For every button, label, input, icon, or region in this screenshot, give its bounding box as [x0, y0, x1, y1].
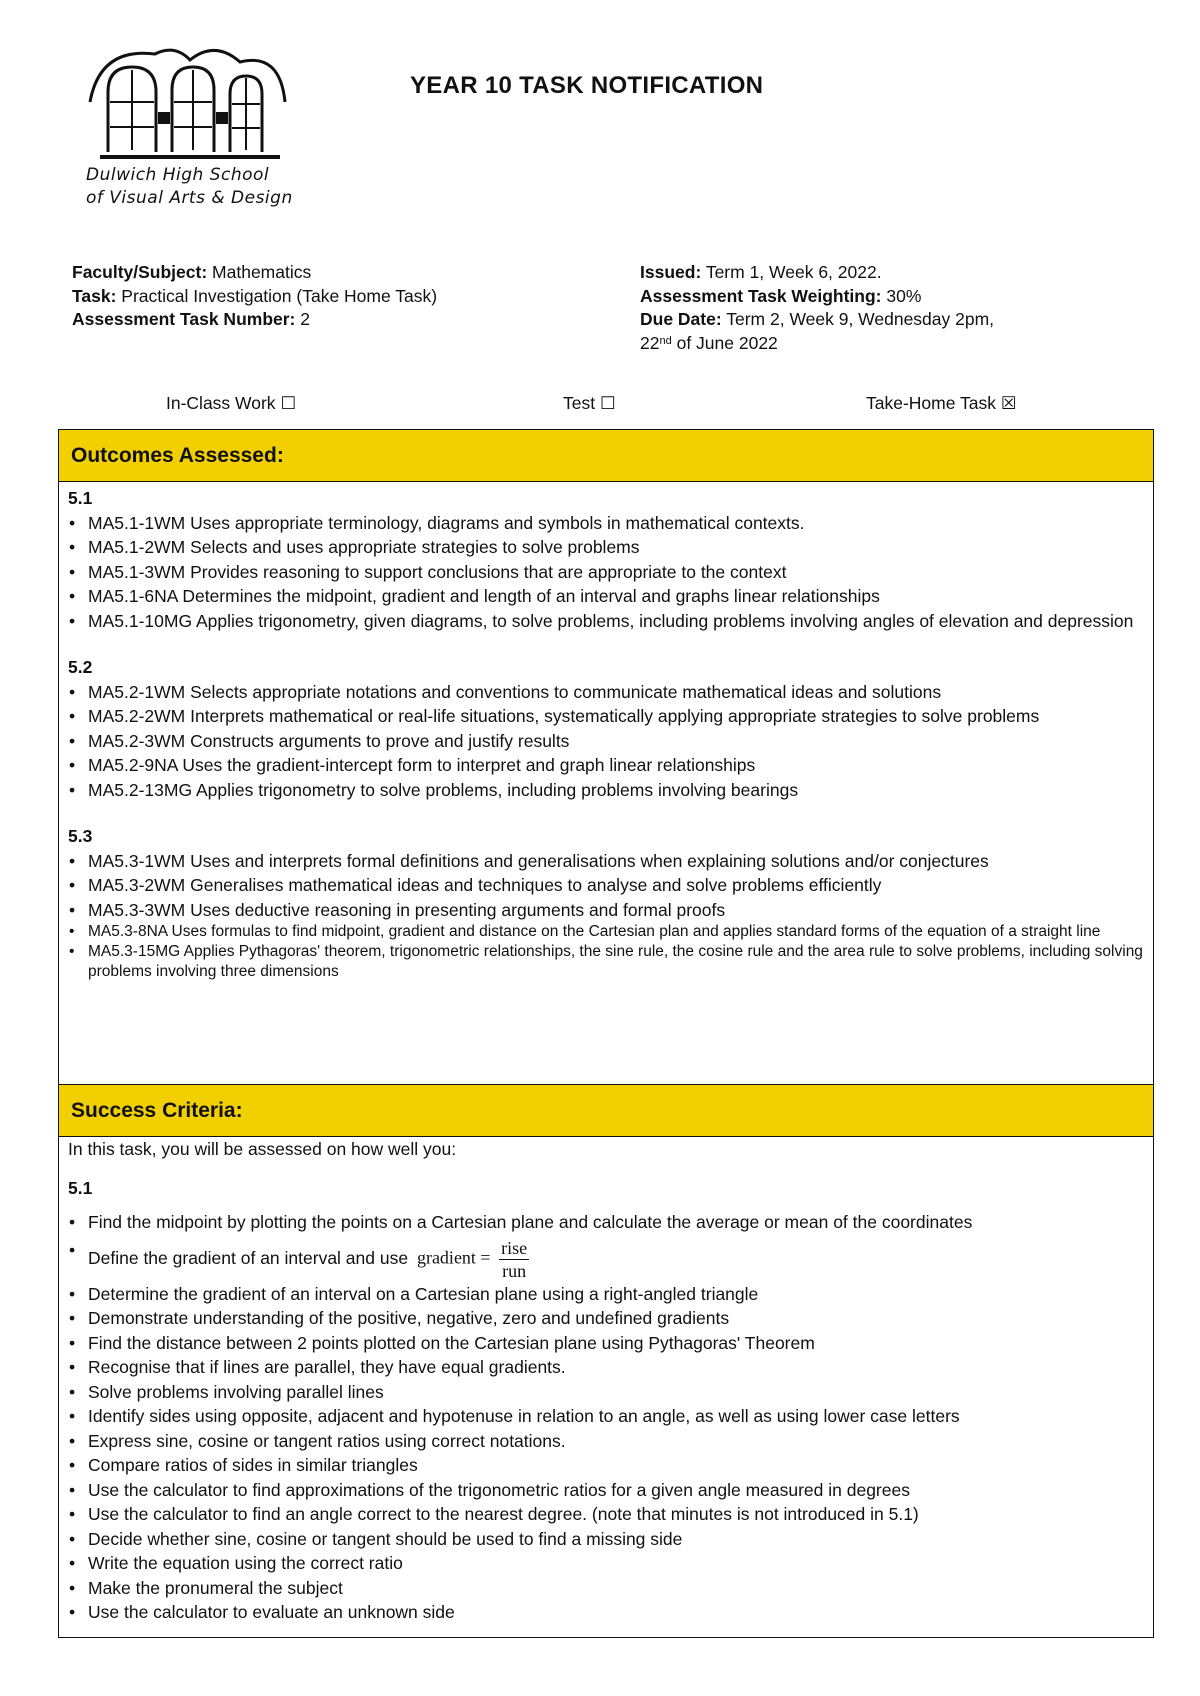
list-item: • MA5.2-13MG Applies trigonometry to solve problems, including problems involving bearings [68, 778, 1153, 803]
list-item: • MA5.3-15MG Applies Pythagoras' theorem, trigonometric relationships, the sine rule, the cosine rule and the area rule to solve problems, including solving problems involving three dimensions [68, 942, 1153, 982]
success-criteria-section [58, 1084, 1154, 1638]
list-item: • Compare ratios of sides in similar triangles [68, 1453, 1153, 1478]
list-item: • MA5.2-3WM Constructs arguments to prove and justify results [68, 729, 1153, 754]
success-criteria-body [59, 1137, 1153, 1625]
task-type-label: Take-Home Task [866, 393, 997, 413]
list-item: • MA5.2-9NA Uses the gradient-intercept form to interpret and graph linear relationships [68, 753, 1153, 778]
task-number-value: 2 [300, 309, 310, 329]
list-item: • Recognise that if lines are parallel, they have equal gradients. [68, 1355, 1153, 1380]
checked-checkbox-icon[interactable]: ☒ [1000, 393, 1017, 413]
school-name [86, 164, 293, 210]
page-title: YEAR 10 TASK NOTIFICATION [410, 72, 764, 99]
outcomes-body [59, 482, 1153, 982]
success-intro: In this task, you will be assessed on how well you: [68, 1139, 457, 1159]
formula-fraction [499, 1237, 529, 1282]
list-item: • Decide whether sine, cosine or tangent should be used to find a missing side [68, 1527, 1153, 1552]
list-item: • Use the calculator to evaluate an unknown side [68, 1600, 1153, 1625]
faculty-value: Mathematics [212, 262, 312, 282]
list-item: • MA5.2-2WM Interprets mathematical or real-life situations, systematically applying appropriate strategies to solve problems [68, 704, 1153, 729]
due-date-label: Due Date: [640, 309, 722, 329]
outcomes-heading: Outcomes Assessed: [59, 430, 1153, 482]
outcome-group-label: 5.3 [68, 826, 93, 846]
list-item: • MA5.1-3WM Provides reasoning to support conclusions that are appropriate to the context [68, 560, 1153, 585]
outcomes-section [58, 429, 1154, 1087]
task-meta-right [640, 261, 994, 355]
list-item: • Find the distance between 2 points plotted on the Cartesian plane using Pythagoras' Theorem [68, 1331, 1153, 1356]
gradient-formula [417, 1237, 529, 1282]
issued-value: Term 1, Week 6, 2022. [705, 262, 882, 282]
due-date-value: Term 2, Week 9, Wednesday 2pm, [726, 309, 995, 329]
school-name-line1: Dulwich High School [86, 165, 270, 185]
school-logo [80, 42, 300, 222]
school-name-line2: of Visual Arts & Design [86, 188, 293, 208]
checkbox-icon[interactable]: ☐ [280, 393, 297, 413]
list-item: • Write the equation using the correct ratio [68, 1551, 1153, 1576]
success-criteria-heading: Success Criteria: [59, 1085, 1153, 1137]
faculty-label: Faculty/Subject: [72, 262, 208, 282]
task-type-in-class[interactable] [166, 393, 296, 414]
list-item: • Demonstrate understanding of the positive, negative, zero and undefined gradients [68, 1306, 1153, 1331]
list-item: • MA5.2-1WM Selects appropriate notations and conventions to communicate mathematical ideas and solutions [68, 680, 1153, 705]
success-group-label: 5.1 [68, 1177, 93, 1198]
success-criteria-list [68, 1210, 1153, 1625]
list-item: • MA5.3-3WM Uses deductive reasoning in presenting arguments and formal proofs [68, 898, 1153, 923]
list-item: • Find the midpoint by plotting the points on a Cartesian plane and calculate the average or mean of the coordinates [68, 1210, 1153, 1235]
list-item: • Use the calculator to find an angle correct to the nearest degree. (note that minutes is not introduced in 5.1) [68, 1502, 1153, 1527]
outcome-list-5-2 [68, 680, 1153, 803]
task-type-label: In-Class Work [166, 393, 276, 413]
task-number-label: Assessment Task Number: [72, 309, 296, 329]
outcome-list-5-3 [68, 849, 1153, 983]
arched-windows-logo-icon [80, 42, 300, 167]
list-item: • MA5.3-1WM Uses and interprets formal definitions and generalisations when explaining solutions and/or conjectures [68, 849, 1153, 874]
list-item: • Make the pronumeral the subject [68, 1576, 1153, 1601]
task-type-label: Test [563, 393, 596, 413]
list-item: • MA5.1-6NA Determines the midpoint, gradient and length of an interval and graphs linear relationships [68, 584, 1153, 609]
due-date-rest: of June 2022 [676, 332, 778, 353]
due-day: 22 [640, 332, 660, 353]
list-item: • Express sine, cosine or tangent ratios using correct notations. [68, 1429, 1153, 1454]
outcome-group-label: 5.1 [68, 488, 93, 508]
list-item: • MA5.1-1WM Uses appropriate terminology, diagrams and symbols in mathematical contexts. [68, 511, 1153, 536]
task-type-test[interactable] [563, 393, 616, 414]
list-item: • Determine the gradient of an interval on a Cartesian plane using a right-angled triangle [68, 1282, 1153, 1307]
task-label: Task: [72, 285, 117, 306]
task-value: Practical Investigation (Take Home Task) [121, 285, 438, 306]
list-item: • MA5.3-8NA Uses formulas to find midpoint, gradient and distance on the Cartesian plan and applies standard forms of the equation of a straight line [68, 922, 1153, 942]
weighting-label: Assessment Task Weighting: [640, 285, 882, 306]
formula-numerator: rise [501, 1237, 528, 1258]
due-day-suffix: nd [659, 334, 672, 347]
outcome-list-5-1 [68, 511, 1153, 634]
weighting-value: 30% [886, 285, 922, 306]
checkbox-icon[interactable]: ☐ [599, 393, 616, 413]
list-item: • MA5.1-10MG Applies trigonometry, given diagrams, to solve problems, including problems involving angles of elevation and depression [68, 609, 1153, 634]
issued-label: Issued: [640, 262, 702, 282]
list-item: • MA5.1-2WM Selects and uses appropriate strategies to solve problems [68, 535, 1153, 560]
task-type-take-home[interactable] [866, 393, 1017, 414]
due-date-line2 [640, 332, 994, 356]
formula-lhs: gradient = [416, 1247, 491, 1268]
formula-denominator: run [502, 1260, 527, 1281]
list-item: • Identify sides using opposite, adjacent and hypotenuse in relation to an angle, as well as using lower case letters [68, 1404, 1153, 1429]
list-item-text: Define the gradient of an interval and use [88, 1247, 409, 1268]
task-meta-left [72, 261, 437, 332]
list-item: • Use the calculator to find approximations of the trigonometric ratios for a given angle measured in degrees [68, 1478, 1153, 1503]
outcome-group-label: 5.2 [68, 657, 93, 677]
list-item: • MA5.3-2WM Generalises mathematical ideas and techniques to analyse and solve problems efficiently [68, 873, 1153, 898]
list-item-gradient-formula [68, 1237, 1153, 1282]
list-item: • Solve problems involving parallel lines [68, 1380, 1153, 1405]
